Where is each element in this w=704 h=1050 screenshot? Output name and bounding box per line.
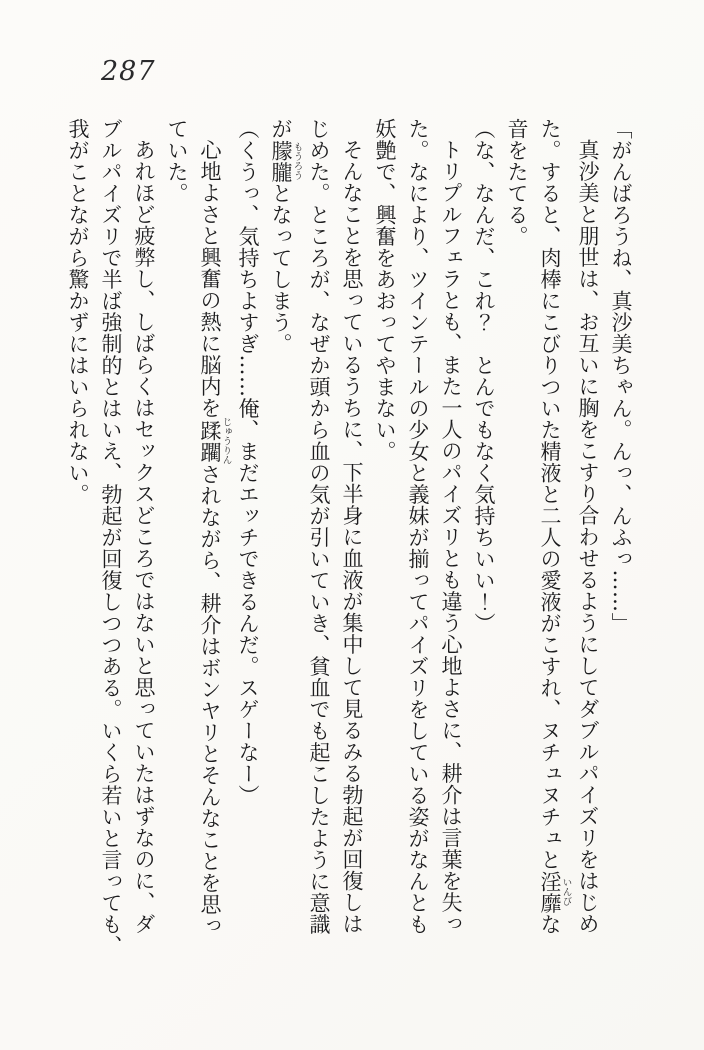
furigana: いんび (560, 870, 572, 914)
text-run: た。すると、肉棒にこびりついた精液と二人の愛液がこすれ、ヌチュヌチュと (538, 118, 562, 871)
text-run: 真沙美と朋世は、お互いに胸をこすり合わせるようにしてダブルパイズリをはじめ (576, 139, 600, 935)
text-column (302, 118, 335, 942)
page-number: 287 (101, 56, 156, 87)
text-column (533, 118, 571, 942)
text-run: （な、なんだ、これ？ とんでもなく気持ちいい！） (472, 118, 496, 634)
text-column (264, 118, 302, 942)
text-column (571, 118, 604, 942)
ruby-word: 淫靡いんび (538, 870, 572, 914)
text-run: ブルパイズリで半ば強制的とはいえ、勃起が回復しつつある。いくら若いと言っても、 (99, 118, 123, 957)
text-run: 音をたてる。 (505, 118, 529, 247)
text-run: あれほど疲弊し、しばらくはセックスどころではないと思っていたはずなのに、ダ (132, 139, 156, 935)
text-column (401, 118, 434, 942)
ruby-word: 蹂躙じゅうりん (198, 417, 232, 465)
text-run: （くうっ、気持ちよすぎ……俺、まだエッチできるんだ。スゲーなー） (236, 118, 260, 806)
ruby-word: 朦朧もうろう (269, 139, 303, 183)
text-run: が (269, 118, 293, 140)
text-run: 心地よさと興奮の熱に脳内を (198, 139, 222, 419)
vertical-text-block (61, 118, 637, 957)
text-column (160, 118, 193, 942)
text-column (94, 118, 127, 957)
text-run: そんなことを思っているうちに、下半身に血液が集中して見るみる勃起が回復しは (340, 139, 364, 935)
furigana: じゅうりん (220, 417, 232, 465)
text-column (467, 118, 500, 942)
text-run: トリプルフェラとも、また一人のパイズリとも違う心地よさに、耕介は言葉を失っ (439, 139, 463, 935)
text-column (500, 118, 533, 942)
text-run: されながら、耕介はボンヤリとそんなことを思っ (198, 463, 222, 937)
text-column (368, 118, 401, 942)
text-run: 妖艶で、興奮をあおってやまない。 (373, 118, 397, 462)
text-column (335, 118, 368, 942)
text-column (231, 118, 264, 942)
text-run: た。なにより、ツインテールの少女と義妹が揃ってパイズリをしている姿がなんとも (406, 118, 430, 935)
text-column (193, 118, 231, 942)
text-run: な (538, 913, 562, 935)
furigana: もうろう (291, 139, 303, 183)
text-run: じめた。ところが、なぜか頭から血の気が引いていき、貧血でも起こしたように意識 (307, 118, 331, 935)
text-column (434, 118, 467, 942)
text-column (61, 118, 94, 942)
text-run: 我がことながら驚かずにはいられない。 (66, 118, 90, 505)
text-run: ていた。 (165, 118, 189, 204)
text-run: となってしまう。 (269, 182, 293, 355)
text-run: 「がんばろうね、真沙美ちゃん。んっ、んふっ……」 (609, 118, 633, 634)
text-column (127, 118, 160, 942)
text-column (604, 118, 637, 942)
